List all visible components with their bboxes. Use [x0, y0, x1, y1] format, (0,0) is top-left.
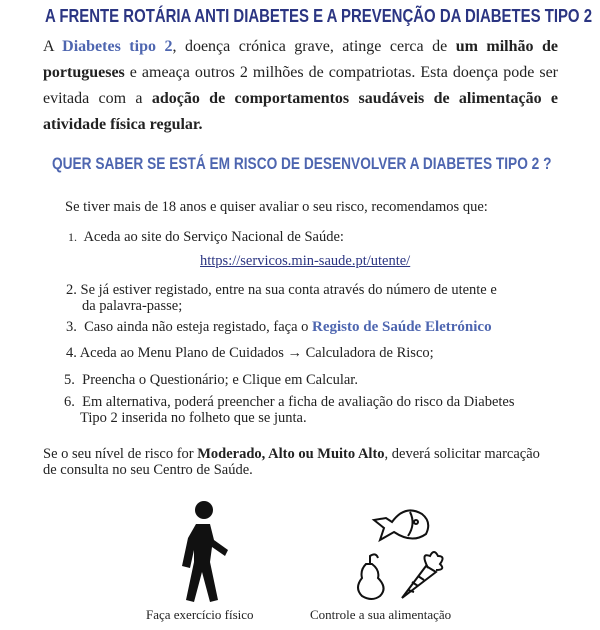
step-text: da palavra-passe;: [82, 298, 183, 314]
step-1: [68, 229, 344, 246]
bold-text: um milhão de portugueses: [43, 38, 558, 81]
page-title: A FRENTE ROTÁRIA ANTI DIABETES E A PREVENÇÃO DA DIABETES TIPO 2: [45, 6, 593, 26]
step-text: Aceda ao Menu Plano de Cuidados → Calculadora de Risco;: [79, 345, 434, 361]
bold-text: adoção de comportamentos saudáveis de alimentação e atividade física regular.: [43, 90, 559, 133]
text: de consulta no seu Centro de Saúde.: [43, 462, 253, 478]
lead-text: Se tiver mais de 18 anos e quiser avaliar o seu risco, recomendamos que:: [65, 199, 488, 215]
step-text: Em alternativa, poderá preencher a ficha de avaliação do risco da Diabetes: [82, 394, 515, 410]
step-text: Aceda ao site do Serviço Nacional de Saúde:: [83, 229, 344, 245]
bold-text: Moderado, Alto ou Muito Alto: [197, 446, 385, 462]
sns-link[interactable]: https://servicos.min-saude.pt/utente/: [200, 253, 411, 269]
step-number: 2.: [66, 282, 77, 298]
text: , doença crónica grave, atinge cerca de: [172, 38, 456, 55]
step-number: 3.: [66, 319, 77, 335]
section-heading: QUER SABER SE ESTÁ EM RISCO DE DESENVOLVER A DIABETES TIPO 2 ?: [52, 155, 552, 173]
exercise-caption: Faça exercício físico: [146, 607, 254, 622]
text: e ameaça outros 2 milhões de compatriotas. Esta doença pode ser evitada com a: [43, 64, 558, 107]
registo-link[interactable]: Registo de Saúde Eletrónico: [312, 319, 492, 335]
step-text: Preencha o Questionário; e Clique em Calcular.: [82, 372, 358, 388]
food-caption: Controle a sua alimentação: [310, 607, 452, 622]
step-text: Caso ainda não esteja registado, faça o: [84, 319, 313, 335]
step-3: [66, 319, 492, 336]
step-6: [64, 394, 514, 426]
text: A: [43, 38, 63, 55]
step-number: 6.: [64, 394, 75, 410]
intro-paragraph: [43, 34, 558, 138]
step-number: 5.: [64, 372, 75, 388]
step-text: Tipo 2 inserida no folheto que se junta.: [80, 410, 307, 426]
step-number: 4.: [66, 345, 77, 361]
step-2: [66, 282, 497, 314]
food-icon: [350, 500, 445, 605]
highlight: Diabetes tipo 2: [62, 38, 173, 55]
step-4: [66, 345, 434, 362]
text: Se o seu nível de risco for: [43, 446, 198, 462]
walking-person-icon: [170, 500, 240, 605]
step-5: [64, 372, 358, 389]
step-text: Se já estiver registado, entre na sua conta através do número de utente e: [80, 282, 497, 298]
step-number: 1.: [68, 230, 77, 244]
closing-paragraph: [43, 446, 540, 478]
text: , deverá solicitar marcação: [384, 446, 540, 462]
